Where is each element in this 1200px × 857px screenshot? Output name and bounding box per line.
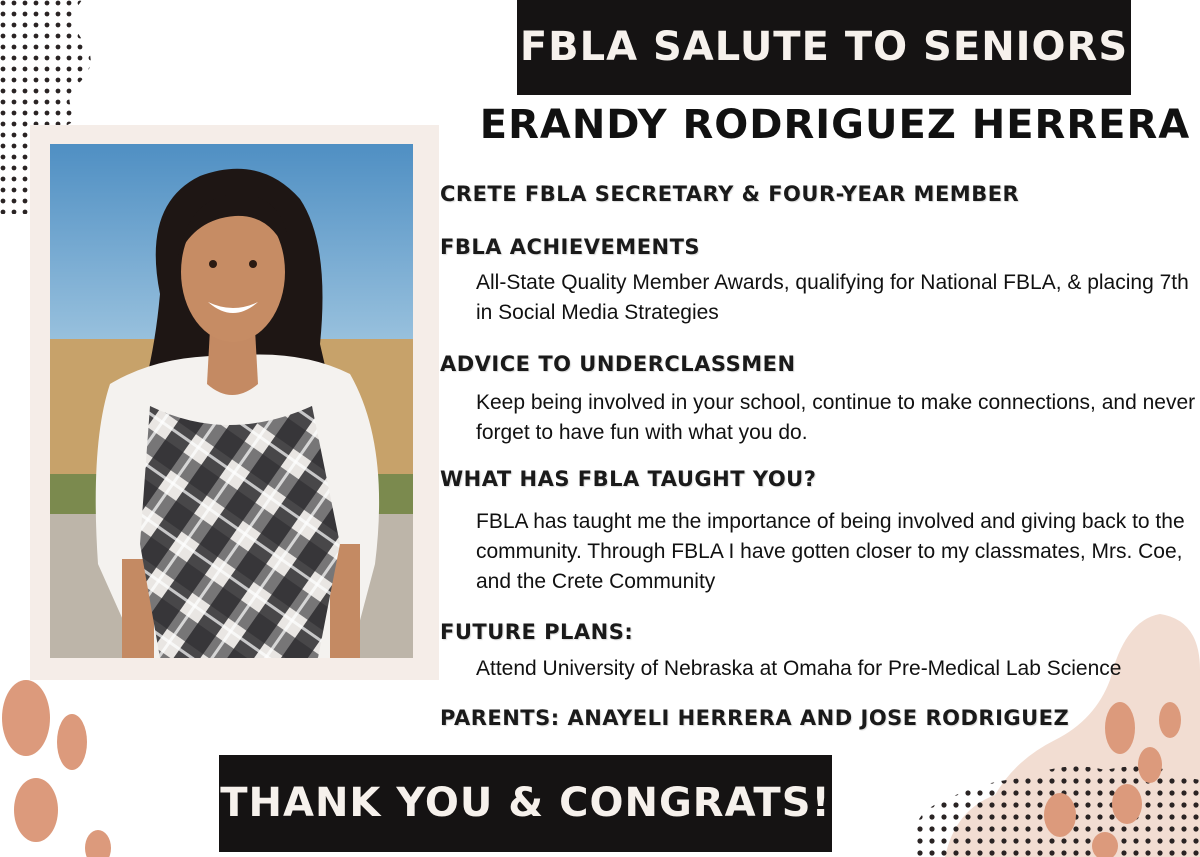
achievements-text: All-State Quality Member Awards, qualifying for National FBLA, & placing 7th in Social Media Strategies xyxy=(476,271,1189,324)
future-plans-text: Attend University of Nebraska at Omaha for Pre-Medical Lab Science xyxy=(476,657,1122,680)
senior-portrait-icon xyxy=(50,144,413,658)
role-heading: CRETE FBLA SECRETARY & FOUR-YEAR MEMBER xyxy=(440,182,1020,206)
decor-bottom-left xyxy=(0,670,120,857)
parents-heading: PARENTS: ANAYELI HERRERA AND JOSE RODRIGUEZ xyxy=(440,706,1070,730)
footer-banner xyxy=(219,755,832,852)
footer-text: THANK YOU & CONGRATS! xyxy=(220,780,831,826)
taught-heading: WHAT HAS FBLA TAUGHT YOU? xyxy=(440,467,817,491)
page-title: FBLA SALUTE TO SENIORS xyxy=(519,24,1129,70)
senior-name: ERANDY RODRIGUEZ HERRERA xyxy=(479,102,1191,148)
achievements-heading: FBLA ACHIEVEMENTS xyxy=(440,235,701,259)
taught-text: FBLA has taught me the importance of being involved and giving back to the community. Through FBLA I have gotten closer to my classmates, Mrs. Coe, and the Crete Community xyxy=(476,510,1185,593)
advice-heading: ADVICE TO UNDERCLASSMEN xyxy=(440,352,796,376)
title-banner xyxy=(517,0,1131,95)
future-plans-heading: FUTURE PLANS: xyxy=(440,620,634,644)
advice-text: Keep being involved in your school, continue to make connections, and never forget to have fun with what you do. xyxy=(476,391,1196,444)
decor-bottom-right xyxy=(905,610,1200,857)
